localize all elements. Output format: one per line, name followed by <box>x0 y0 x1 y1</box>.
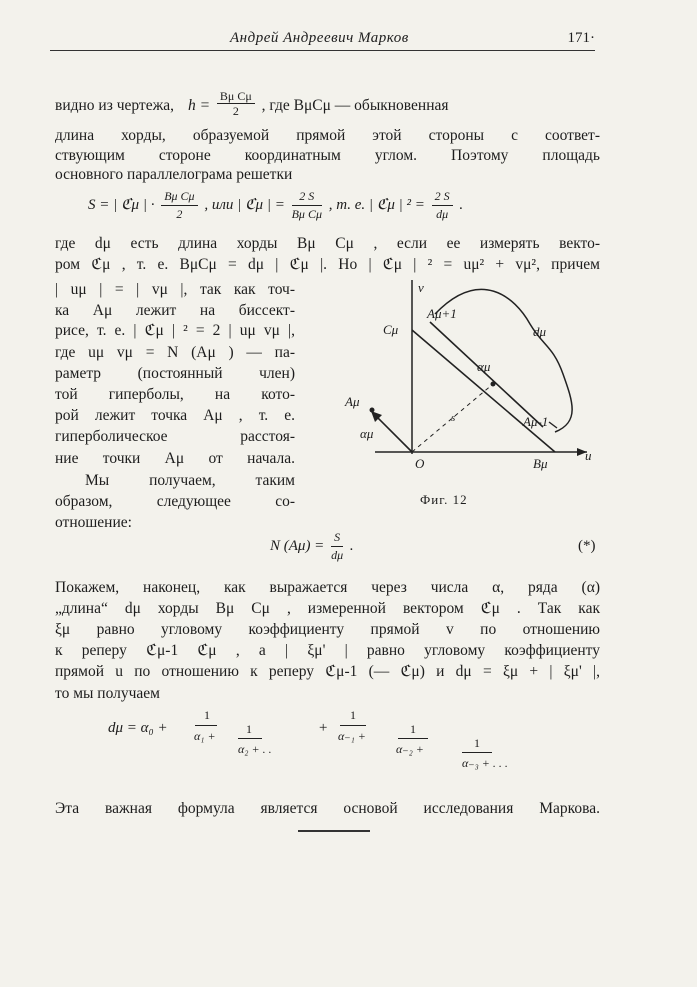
paragraph2-line9: рой лежит точка Aμ , т. е. <box>55 407 295 424</box>
paragraph2-line8: той гиперболы, на кото- <box>55 386 295 403</box>
fraction-denominator: 2 <box>176 207 183 221</box>
formula-part: N (Aμ) = <box>270 537 325 554</box>
label-a-mu-plus-1: Aμ+1 <box>427 306 457 321</box>
paragraph2-line14: отношение: <box>55 514 132 531</box>
paragraph1-line4: основного параллелограма решетки <box>55 166 293 183</box>
cf-one: 1 <box>474 736 480 750</box>
formula-part: S = | ℭμ | · <box>88 196 155 213</box>
label-a-mu-minus-1: Aμ-1 <box>523 414 549 429</box>
label-u: u <box>585 448 592 463</box>
cf-one: 1 <box>246 722 252 736</box>
paragraph3-line4: к реперу ℭμ-1 ℭμ , а | ξμ' | равно угловому коэффициенту <box>55 642 600 659</box>
formula-h-lhs: h = <box>187 97 211 115</box>
paragraph2-line1: где dμ есть длина хорды Bμ Cμ , если ее измерять векто- <box>55 235 600 252</box>
chord-line-outer <box>412 330 555 452</box>
paragraph2-line4: ка Aμ лежит на биссект- <box>55 302 295 319</box>
paragraph3-line2: „длина“ dμ хорды Bμ Cμ , измеренной вектором ℭμ . Так как <box>55 600 600 617</box>
paragraph3-line1: Покажем, наконец, как выражается через числа α, ряда (α) <box>55 579 600 596</box>
paragraph2-line11: ние точки Aμ от начала. <box>55 450 295 467</box>
formula-part: . <box>349 537 354 554</box>
fraction <box>292 189 322 222</box>
paragraph3-line3: ξμ равно угловому коэффициенту прямой v по отношению <box>55 621 600 638</box>
cf-alpha1: α₁ + <box>194 729 216 743</box>
equation-tag: (*) <box>578 538 596 554</box>
fraction-bar <box>340 725 366 726</box>
fraction-denominator: dμ <box>436 207 449 221</box>
fraction-numerator: 2 S <box>432 189 453 206</box>
cf-one: 1 <box>350 708 356 722</box>
paragraph2-line7: раметр (постоянный член) <box>55 365 295 382</box>
end-rule <box>298 830 370 832</box>
fraction-bar <box>238 738 262 739</box>
paragraph2-line3: | uμ | = | vμ |, так как точ- <box>55 281 295 298</box>
cf-alpha2: α₂ + . . <box>238 742 272 756</box>
fraction-bar <box>398 738 428 739</box>
header-title: Андрей Андреевич Марков <box>230 30 409 46</box>
formula-n <box>270 530 354 563</box>
paragraph1-line2: длина хорды, образуемой прямой этой стороны с соответ- <box>55 127 600 144</box>
paragraph2-line6: где uμ vμ = N (Aμ ) — па- <box>55 344 295 361</box>
text-fragment: , где BμCμ — обыкновенная <box>261 97 449 115</box>
label-a-mu: Aμ <box>345 394 360 409</box>
fraction-denominator: Bμ Cμ <box>291 207 322 221</box>
paragraph1-line3: ствующим стороне координатным углом. Поэтому площадь <box>55 147 600 164</box>
paragraph3-line6: то мы получаем <box>55 685 160 702</box>
fraction-numerator: S <box>331 530 343 547</box>
paragraph2-line2: ром ℭμ , т. е. BμCμ = dμ | ℭμ |. Но | ℭμ | ² = uμ² + vμ², причем <box>55 256 600 273</box>
formula-part: . <box>459 196 464 213</box>
figure-caption: Фиг. 12 <box>420 492 468 507</box>
cf-alpha-minus3: α₋₃ + . . . <box>462 756 508 770</box>
header-rule <box>50 50 595 51</box>
label-alpha-mu-right: αμ <box>477 359 491 374</box>
text-fragment: видно из чертежа, <box>55 97 175 115</box>
closing-sentence: Эта важная формула является основой исследования Маркова. <box>55 800 600 817</box>
fraction-numerator: Bμ Cμ <box>217 90 255 104</box>
fraction-bar <box>462 752 492 753</box>
formula-lhs: dμ = α₀ + <box>108 720 168 736</box>
cf-alpha-minus1: α₋₁ + <box>338 729 366 743</box>
paragraph2-line10: гиперболическое расстоя- <box>55 428 295 445</box>
paragraph2-line13: образом, следующее со- <box>55 493 295 510</box>
formula-part: , или | ℭμ | = <box>204 196 285 213</box>
cf-one: 1 <box>204 708 210 722</box>
page-number: 171· <box>567 30 595 46</box>
arc-tick <box>549 422 557 428</box>
fraction <box>432 189 453 222</box>
label-v: v <box>418 280 424 295</box>
label-d-mu: dμ <box>533 324 547 339</box>
fraction-denominator: 2 <box>232 104 239 118</box>
paragraph2-line12: Мы получаем, таким <box>85 472 295 489</box>
label-b-mu: Bμ <box>533 456 548 471</box>
cf-alpha-minus2: α₋₂ + <box>396 742 424 756</box>
fraction-denominator: dμ <box>331 548 344 562</box>
formula-area <box>88 189 463 222</box>
label-s-mark: s <box>451 412 456 424</box>
formula-part: , т. е. | ℭμ | ² = <box>328 196 425 213</box>
running-header <box>50 28 595 52</box>
cf-plus: + <box>318 720 329 736</box>
formula-h-fraction <box>217 90 255 117</box>
label-alpha-mu-left: αμ <box>360 426 374 441</box>
fraction-numerator: 2 S <box>292 189 322 206</box>
label-c-mu: Cμ <box>383 322 399 337</box>
cf-one: 1 <box>410 722 416 736</box>
figure-12 <box>305 262 595 492</box>
point-a-mu <box>370 408 375 413</box>
continued-fraction-formula <box>0 700 697 790</box>
point-on-chord <box>491 382 496 387</box>
fraction <box>161 189 197 222</box>
paragraph3-line5: прямой u по отношению к реперу ℭμ-1 (— ℭμ) и dμ = ξμ + | ξμ' |, <box>55 663 600 680</box>
figure-diagram <box>305 262 595 492</box>
paragraph2-line5: рисе, т. е. | ℭμ | ² = 2 | uμ vμ |, <box>55 322 295 339</box>
fraction-bar <box>195 725 217 726</box>
label-origin: O <box>415 456 425 471</box>
fraction-numerator: Bμ Cμ <box>161 189 197 206</box>
fraction <box>331 530 343 563</box>
paragraph1-line1 <box>55 89 449 120</box>
